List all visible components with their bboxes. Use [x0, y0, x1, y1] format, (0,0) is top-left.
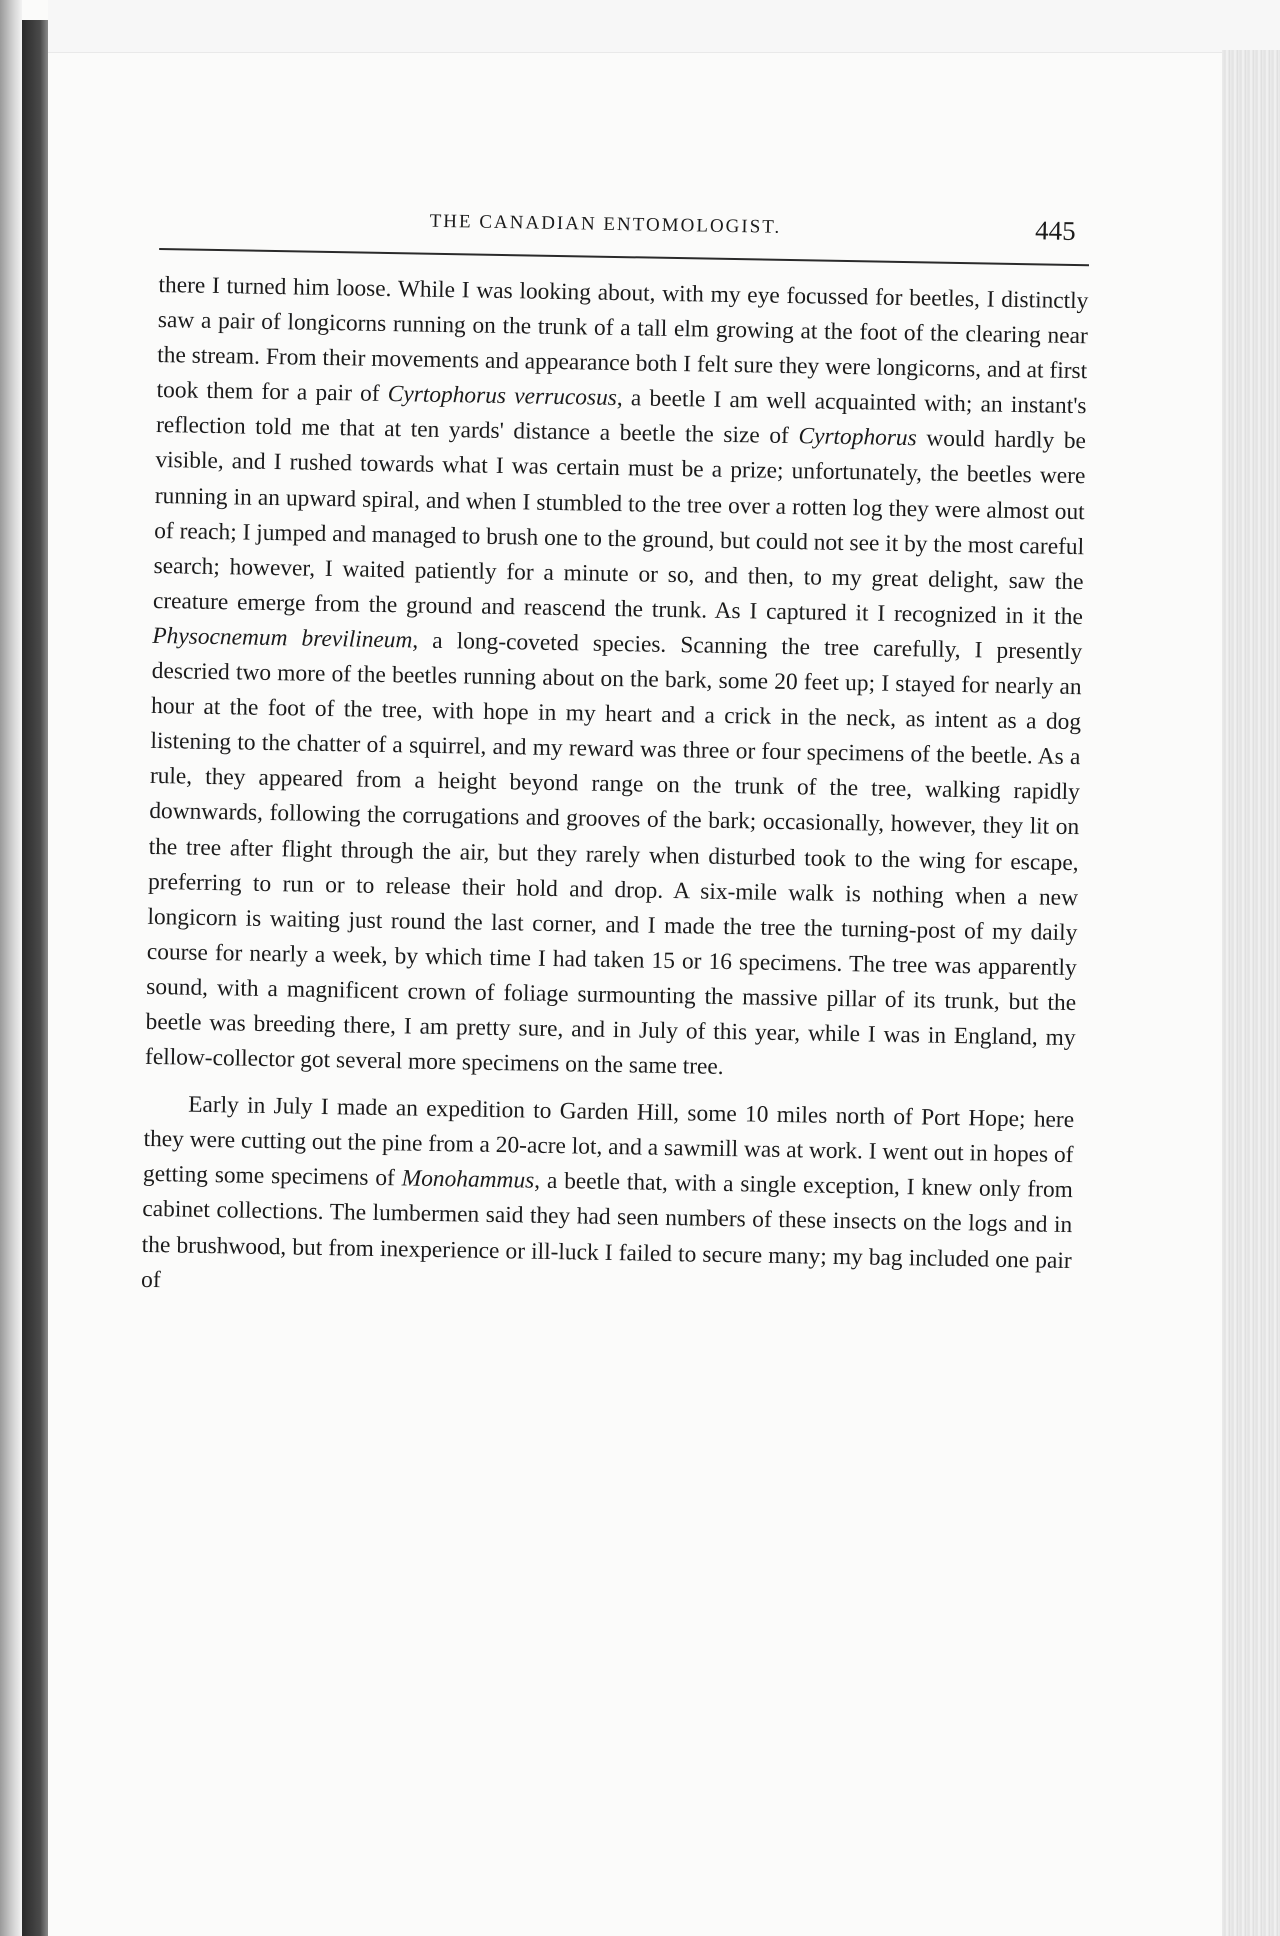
- page-stack-edge: [1222, 50, 1280, 1936]
- species-name: Cyrtophorus verrucosus: [387, 381, 618, 412]
- paragraph-text: , a beetle I am well acquainted with; an instant's reflection told me that at ten yards' distance a beetle the size of: [155, 385, 1087, 450]
- page-content: [141, 200, 1090, 1314]
- journal-title: THE CANADIAN ENTOMOLOGIST.: [429, 210, 782, 238]
- scan-top-margin: [48, 0, 1280, 53]
- species-name: Cyrtophorus: [798, 423, 917, 452]
- body-paragraph-1: [145, 268, 1089, 1091]
- paragraph-text: Early in July I made an expedition to Garden Hill, some 10 miles north of Port Hope; here they were cutting out the pine from a 20-acre lot, and a sawmill was at work. I went out in hopes of getting some specimens of: [142, 1091, 1075, 1192]
- paragraph-text: would hardly be visible, and I rushed towards what I was certain must be a prize; unfortunately, the beetles were running in an upward spiral, and when I stumbled to the tree over a rotten log they were almost out of reach; I jumped and managed to brush one to the ground, but could not see it by the most careful search; however, I waited patiently for a minute or so, and then, to my great delight, saw the creature emerge from the ground and reascend the trunk. As I captured it I recognized in it the: [152, 425, 1087, 631]
- paragraph-text: , a long-coveted species. Scanning the tree carefully, I presently descried two more of the beetles running about on the bark, some 20 feet up; I stayed for nearly an hour at the foot of the tree, with hope in my heart and a crick in the neck, as intent as a dog listening to the chatter of a squirrel, and my reward was three or four specimens of the beetle. As a rule, they appeared from a height beyond range on the trunk of the tree, walking rapidly downwards, following the corrugations and grooves of the bark; occasionally, however, they lit on the tree after flight through the air, but they rarely when disturbed took to the wing for escape, preferring to run or to release their hold and drop. A six-mile walk is nothing when a new longicorn is waiting just round the last corner, and I made the tree the turning-post of my daily course for nearly a week, by which time I had taken 15 or 16 specimens. The tree was apparently sound, with a magnificent crown of foliage surmounting the massive pillar of its trunk, but the beetle was breeding there, I am pretty sure, and in July of this year, while I was in England, my fellow-collector got several more specimens on the same tree.: [144, 627, 1083, 1081]
- paragraph-text: there I turned him loose. While I was looking about, with my eye focussed for beetles, I distinctly saw a pair of longicorns running on the trunk of a tall elm growing at the foot of the clearing near the stream. From their movements and appearance both I felt sure they were longicorns, and at first took them for a pair of: [156, 271, 1089, 408]
- scan-left-shadow: [0, 0, 22, 1936]
- paragraph-text: , a beetle that, with a single exception, I knew only from cabinet collections. The lumbermen said they had seen numbers of these insects on the logs and in the brushwood, but from inexperience or ill-luck I failed to secure many; my bag included one pair of: [140, 1168, 1074, 1293]
- species-name: Monohammus: [401, 1165, 535, 1195]
- book-binding-edge: [22, 20, 48, 1936]
- species-name: Physocnemum brevilineum: [152, 622, 413, 654]
- page-number: 445: [1034, 215, 1076, 246]
- running-head: [159, 200, 1090, 266]
- body-paragraph-2: [141, 1087, 1075, 1314]
